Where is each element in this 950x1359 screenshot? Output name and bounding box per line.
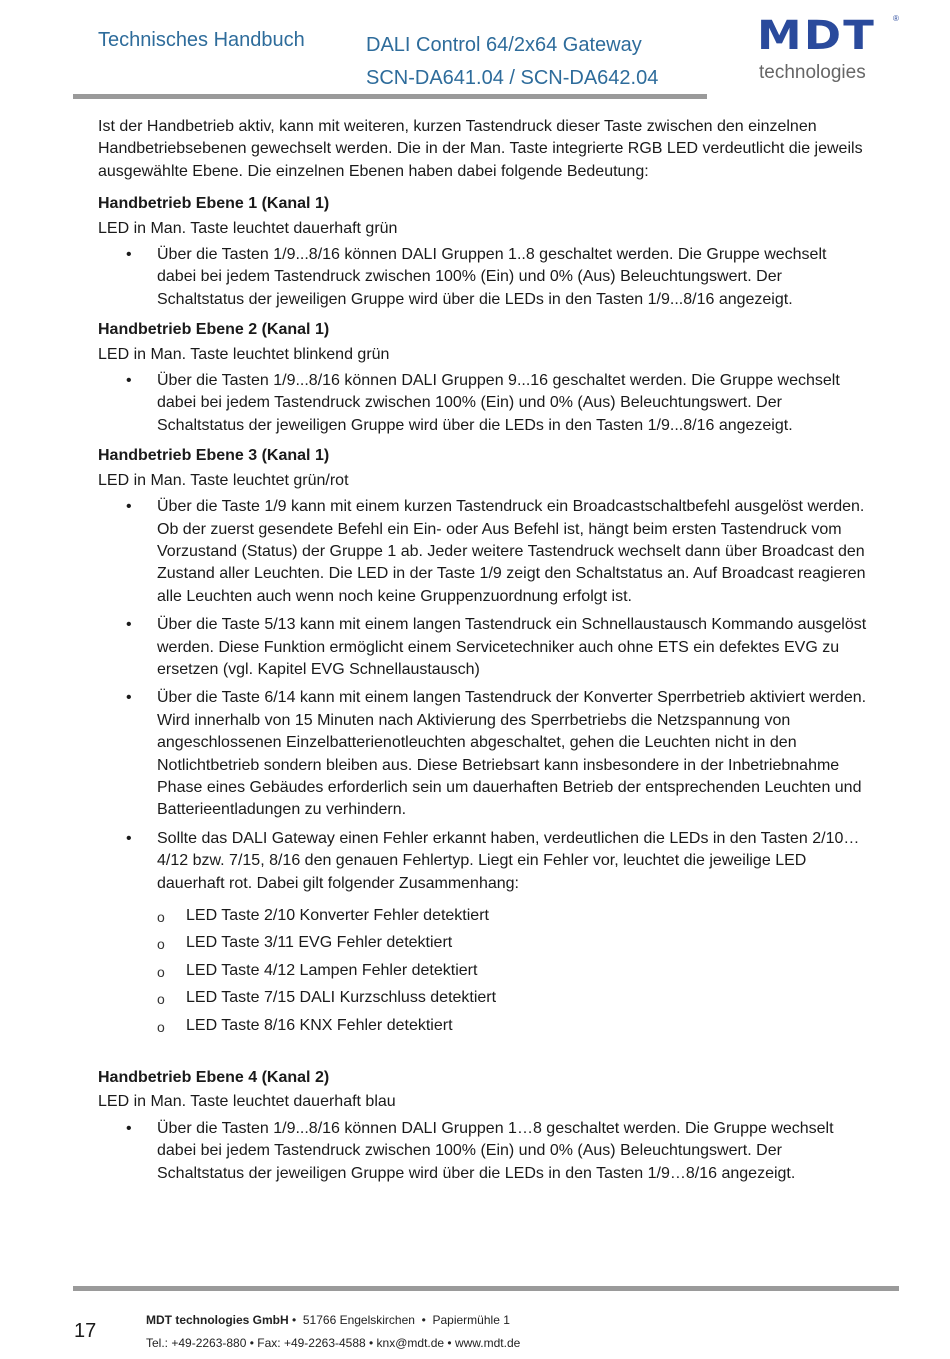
list-item-text: Über die Tasten 1/9...8/16 können DALI Gruppen 1..8 geschaltet werden. Die Gruppe wechselt dabei bei jedem Tastendruck zwischen 100% (Ein) und 0% (Aus) Beleuchtungswert. Der Schaltstatus der jeweiligen Gruppe wird über die LEDs in den Tasten 1/9...8/16 angezeigt. — [157, 246, 827, 308]
list-item — [98, 370, 868, 437]
sub-list-item-text: LED Taste 7/15 DALI Kurzschluss detektiert — [186, 989, 497, 1007]
section-heading: Handbetrieb Ebene 2 (Kanal 1) — [98, 321, 330, 339]
sub-list-item — [157, 987, 868, 1009]
section-heading: Handbetrieb Ebene 4 (Kanal 2) — [98, 1068, 330, 1086]
logo-subtitle: technologies — [759, 62, 866, 83]
list-item — [98, 244, 868, 311]
page-number: 17 — [74, 1320, 97, 1342]
section-ebene-4 — [98, 1067, 868, 1185]
list-item-text: Über die Taste 1/9 kann mit einem kurzen Tastendruck ein Broadcastschaltbefehl ausgelöst werden. Ob der zuerst gesendete Befehl ein Ein- oder Aus Befehl ist, hängt beim ersten Tastendruck vom Vorzustand (Status) der Gruppe 1 ab. Jeder weitere Tastendruck wechselt dann über Broadcast den Zustand aller Leuchten. Die LED in der Taste 1/9 zeigt den Schaltstatus an. Auf Broadcast reagieren alle Leuchten auch wenn noch keine Gruppenzuordnung erfolgt ist. — [157, 498, 866, 605]
bullet-icon: • — [126, 372, 132, 390]
bullet-list — [98, 370, 868, 437]
list-item-text: Über die Tasten 1/9...8/16 können DALI Gruppen 1…8 geschaltet werden. Die Gruppe wechselt dabei bei jedem Tastendruck zwischen 100% (Ein) und 0% (Aus) Beleuchtungswert. Der Schaltstatus der jeweiligen Gruppe wird über die LEDs in den Tasten 1/9…8/16 angezeigt. — [157, 1119, 834, 1182]
list-item-text: Über die Tasten 1/9...8/16 können DALI Gruppen 9...16 geschaltet werden. Die Gruppe wechselt dabei bei jedem Tastendruck zwischen 100% (Ein) und 0% (Aus) Beleuchtungswert. Der Schaltstatus der jeweiligen Gruppe wird über die LEDs in den Tasten 1/9...8/16 angezeigt. — [157, 372, 840, 434]
sub-list-item — [157, 932, 868, 954]
section-led-description: LED in Man. Taste leuchtet dauerhaft grün — [98, 219, 398, 237]
list-item — [98, 614, 868, 681]
section-led-description: LED in Man. Taste leuchtet blinkend grün — [98, 345, 390, 363]
circle-bullet-icon: o — [157, 936, 165, 953]
bullet-list — [98, 496, 868, 1037]
error-led-list — [157, 905, 868, 1037]
bullet-list — [98, 244, 868, 311]
section-spacer — [98, 1045, 868, 1063]
product-name: DALI Control 64/2x64 Gateway — [366, 34, 642, 56]
header-divider — [73, 94, 707, 99]
bullet-icon: • — [126, 498, 132, 516]
logo-brand: MDT — [757, 13, 877, 59]
page-content — [98, 116, 868, 1193]
sub-list-item-text: LED Taste 3/11 EVG Fehler detektiert — [186, 934, 453, 952]
sub-list-item-text: LED Taste 2/10 Konverter Fehler detektiert — [186, 907, 489, 924]
sub-list-item-text: LED Taste 4/12 Lampen Fehler detektiert — [186, 961, 478, 979]
bullet-icon: • — [126, 689, 132, 707]
footer-company: MDT technologies GmbH — [146, 1313, 289, 1327]
logo-registered-mark: ® — [893, 14, 899, 23]
list-item — [98, 1118, 868, 1185]
sub-list-item — [157, 905, 868, 927]
sub-list-item-text: LED Taste 8/16 KNX Fehler detektiert — [186, 1016, 453, 1034]
header-title: Technisches Handbuch — [98, 29, 305, 51]
bullet-icon: • — [126, 616, 132, 634]
list-item — [98, 828, 868, 1037]
section-heading: Handbetrieb Ebene 3 (Kanal 1) — [98, 447, 330, 465]
intro-paragraph: Ist der Handbetrieb aktiv, kann mit weiteren, kurzen Tastendruck dieser Taste zwischen den einzelnen Handbetriebsebenen gewechselt werden. Die in der Man. Taste integrierte RGB LED verdeutlicht die jeweils ausgewählte Ebene. Die einzelnen Ebenen haben dabei folgende Bedeutung: — [98, 118, 863, 180]
bullet-icon: • — [126, 829, 132, 847]
list-item — [98, 496, 868, 608]
bullet-icon: • — [126, 246, 132, 264]
circle-bullet-icon: o — [157, 909, 165, 925]
footer-contact: Tel.: +49-2263-880 • Fax: +49-2263-4588 • knx@mdt.de • www.mdt.de — [146, 1336, 521, 1350]
list-item — [98, 687, 868, 821]
section-ebene-1 — [98, 193, 868, 311]
bullet-list — [98, 1118, 868, 1185]
bullet-icon: • — [126, 1119, 132, 1137]
footer-address-text: • 51766 Engelskirchen • Papiermühle 1 — [288, 1313, 510, 1327]
circle-bullet-icon: o — [157, 1018, 165, 1035]
section-ebene-2 — [98, 319, 868, 437]
section-heading: Handbetrieb Ebene 1 (Kanal 1) — [98, 195, 330, 213]
product-codes: SCN-DA641.04 / SCN-DA642.04 — [366, 67, 659, 89]
list-item-text: Sollte das DALI Gateway einen Fehler erkannt haben, verdeutlichen die LEDs in den Tasten 2/10…4/12 bzw. 7/15, 8/16 den genauen Fehlertyp. Liegt ein Fehler vor, leuchtet die jeweilige LED dauerhaft rot. Dabei gilt folgender Zusammenhang: — [157, 829, 860, 892]
list-item-text: Über die Taste 5/13 kann mit einem langen Tastendruck ein Schnellaustausch Kommando ausgelöst werden. Diese Funktion ermöglicht einem Servicetechniker auch ohne ETS ein defektes EVG zu ersetzen (vgl. Kapitel EVG Schnellaustausch) — [157, 616, 867, 678]
mdt-logo — [757, 13, 899, 86]
section-led-description: LED in Man. Taste leuchtet dauerhaft blau — [98, 1093, 396, 1111]
footer-divider — [73, 1286, 899, 1291]
footer-address — [146, 1313, 510, 1327]
header-product — [366, 29, 658, 95]
circle-bullet-icon: o — [157, 963, 165, 980]
section-led-description: LED in Man. Taste leuchtet grün/rot — [98, 471, 349, 489]
sub-list-item — [157, 1015, 868, 1037]
list-item-text: Über die Taste 6/14 kann mit einem langen Tastendruck der Konverter Sperrbetrieb aktiviert werden. Wird innerhalb von 15 Minuten nach Aktivierung des Sperrbetriebs die Netzspannung von angeschlossenen Einzelbatterienotleuchten abgeschaltet, gehen die Leuchten nicht in den Notlichtbetrieb sondern bleiben aus. Diese Betriebsart kann insbesondere in der Inbetriebnahme Phase eines Gebäudes erforderlich sein um dauerhaften Betrieb der entsprechenden Leuchten und Batterieentladungen zu verhindern. — [157, 689, 867, 819]
section-ebene-3 — [98, 445, 868, 1037]
sub-list-item — [157, 960, 868, 982]
circle-bullet-icon: o — [157, 991, 165, 1008]
